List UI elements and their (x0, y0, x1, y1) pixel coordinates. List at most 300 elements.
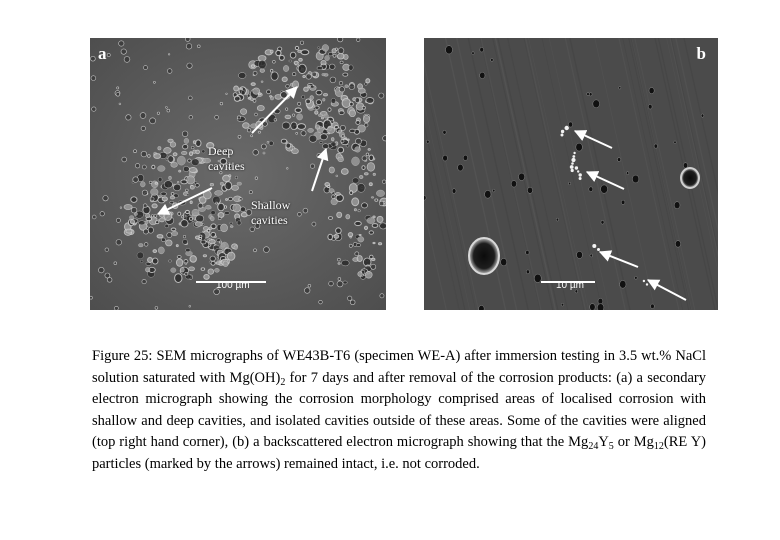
corrosion-speck (347, 139, 349, 140)
isolated-cavity (337, 281, 343, 287)
isolated-cavity (338, 258, 341, 261)
corrosion-speck (195, 222, 202, 227)
isolated-cavity (238, 135, 241, 138)
corrosion-speck (331, 138, 334, 141)
corrosion-speck (371, 197, 374, 199)
corrosion-speck (369, 231, 373, 234)
isolated-cavity (186, 189, 189, 192)
corrosion-speck (228, 197, 232, 200)
corrosion-speck (230, 226, 233, 228)
isolated-cavity (237, 116, 240, 119)
corrosion-speck (126, 229, 132, 233)
corrosion-speck (130, 220, 134, 224)
small-pit (649, 88, 654, 94)
isolated-cavity (100, 212, 104, 216)
corrosion-speck (129, 216, 134, 220)
corrosion-speck (362, 106, 365, 109)
corrosion-speck (370, 255, 374, 258)
corrosion-speck (376, 190, 384, 197)
corrosion-speck (257, 105, 264, 110)
small-pit (626, 172, 628, 175)
caption-text-5: (RE Y) particles (marked by the arrows) remained intact, i.e. not corroded. (92, 434, 706, 472)
corrosion-speck (271, 69, 273, 72)
corrosion-speck (352, 178, 359, 183)
small-pit (458, 164, 464, 171)
isolated-cavity (312, 222, 316, 226)
corrosion-speck (214, 236, 217, 238)
corrosion-speck (161, 238, 165, 242)
corrosion-speck (183, 235, 185, 238)
bright-particle (571, 169, 574, 172)
corrosion-speck (183, 144, 188, 149)
corrosion-speck (355, 221, 362, 225)
isolated-cavity (188, 96, 192, 100)
isolated-cavity (338, 278, 341, 281)
corrosion-speck (310, 86, 314, 89)
corrosion-speck (183, 166, 189, 171)
corrosion-speck (238, 199, 240, 201)
corrosion-speck (156, 221, 159, 224)
caption-subscript-4: 12 (653, 441, 664, 452)
corrosion-speck (166, 240, 173, 246)
isolated-cavity (143, 204, 147, 208)
bright-particle (570, 165, 574, 169)
isolated-cavity (380, 294, 384, 298)
corrosion-speck (352, 198, 359, 206)
isolated-cavity (134, 150, 137, 153)
corrosion-speck (328, 234, 333, 239)
scale-bar-b-label: 10 µm (556, 280, 584, 291)
large-pit (469, 238, 499, 274)
small-pit (446, 46, 453, 54)
corrosion-speck (169, 176, 172, 180)
caption-subscript-1: 2 (280, 376, 286, 388)
medium-pit (681, 168, 699, 188)
isolated-cavity (379, 93, 384, 98)
corrosion-speck (339, 111, 344, 115)
corrosion-speck (338, 157, 344, 162)
isolated-cavity (298, 102, 301, 105)
corrosion-speck (328, 53, 333, 56)
small-pit (577, 251, 583, 258)
corrosion-speck (181, 220, 188, 227)
corrosion-speck (338, 263, 340, 265)
corrosion-speck (380, 223, 386, 229)
corrosion-speck (267, 90, 271, 94)
isolated-cavity (308, 284, 311, 287)
corrosion-speck (340, 61, 343, 64)
small-pit (511, 181, 516, 188)
corrosion-speck (189, 168, 197, 173)
corrosion-speck (192, 209, 199, 216)
isolated-cavity (254, 249, 257, 252)
small-pit (598, 298, 603, 304)
corrosion-speck (338, 147, 344, 153)
corrosion-speck (146, 214, 150, 218)
corrosion-speck (357, 256, 362, 262)
corrosion-speck (290, 52, 296, 58)
corrosion-speck (364, 173, 368, 175)
corrosion-speck (190, 201, 192, 204)
isolated-cavity (304, 288, 310, 294)
corrosion-speck (258, 131, 260, 133)
isolated-cavity (340, 125, 345, 130)
corrosion-speck (203, 255, 206, 257)
corrosion-speck (282, 77, 287, 82)
corrosion-speck (260, 69, 265, 73)
bright-particle (579, 177, 582, 180)
isolated-cavity (153, 81, 155, 83)
corrosion-speck (190, 256, 196, 263)
isolated-cavity (306, 74, 311, 79)
corrosion-speck (173, 184, 180, 191)
corrosion-speck (367, 163, 375, 172)
corrosion-speck (235, 176, 238, 179)
small-pit (568, 122, 572, 127)
isolated-cavity (92, 107, 96, 111)
small-pit (501, 258, 507, 265)
corrosion-speck (193, 141, 196, 144)
isolated-cavity (105, 273, 110, 278)
corrosion-speck (208, 269, 214, 274)
corrosion-speck (177, 156, 185, 165)
isolated-cavity (150, 197, 154, 201)
isolated-cavity (287, 168, 289, 170)
isolated-cavity (143, 229, 148, 234)
corrosion-speck (315, 125, 320, 129)
isolated-cavity (286, 85, 290, 89)
shallow-cavities-label: Shallow cavities (251, 198, 291, 227)
corrosion-speck (124, 205, 132, 210)
corrosion-speck (184, 138, 189, 143)
corrosion-speck (354, 209, 356, 211)
corrosion-speck (164, 148, 172, 154)
corrosion-speck (328, 217, 332, 220)
isolated-cavity (255, 177, 258, 180)
isolated-cavity (349, 244, 352, 247)
corrosion-speck (238, 73, 246, 79)
corrosion-speck (343, 73, 348, 76)
isolated-cavity (189, 305, 191, 307)
corrosion-speck (322, 73, 326, 76)
corrosion-speck (335, 193, 340, 196)
small-pit (654, 144, 657, 148)
corrosion-speck (299, 58, 303, 61)
isolated-cavity (116, 218, 120, 222)
corrosion-speck (322, 45, 329, 52)
bright-particle (561, 130, 564, 133)
corrosion-speck (152, 204, 157, 208)
corrosion-speck (270, 96, 272, 98)
corrosion-speck (301, 50, 309, 55)
small-pit (485, 190, 491, 198)
small-pit (491, 58, 494, 61)
corrosion-speck (297, 114, 303, 120)
corrosion-speck (350, 129, 356, 133)
corrosion-speck (176, 259, 182, 266)
corrosion-speck (355, 98, 359, 103)
isolated-cavity (339, 81, 343, 85)
isolated-cavity (126, 115, 131, 120)
isolated-cavity (247, 129, 250, 132)
corrosion-speck (191, 146, 194, 148)
corrosion-speck (196, 215, 204, 222)
small-pit (701, 114, 704, 117)
corrosion-speck (337, 212, 342, 217)
bright-particle (571, 158, 575, 162)
corrosion-speck (329, 64, 335, 69)
micrograph-a-image (90, 38, 386, 310)
corrosion-speck (196, 140, 201, 147)
isolated-cavity (105, 248, 109, 252)
isolated-cavity (382, 180, 386, 184)
small-pit (426, 140, 429, 143)
small-pit (601, 220, 604, 224)
isolated-cavity (263, 152, 265, 154)
corrosion-speck (140, 182, 145, 187)
small-pit (651, 304, 655, 309)
corrosion-speck (178, 212, 181, 215)
corrosion-speck (366, 98, 374, 104)
caption-text-1: Figure 25: SEM micrographs of WE43B-T6 (specimen WE-A) after immersion testing in 3.5 wt.% NaCl solution saturated with Mg(OH) (92, 348, 706, 386)
corrosion-speck (170, 196, 175, 199)
corrosion-speck (233, 204, 241, 212)
corrosion-speck (241, 90, 245, 95)
isolated-cavity (99, 267, 105, 273)
corrosion-speck (165, 224, 169, 227)
isolated-cavity (119, 103, 121, 105)
corrosion-speck (341, 260, 349, 266)
isolated-cavity (350, 300, 355, 305)
corrosion-speck (336, 228, 342, 234)
isolated-cavity (356, 38, 360, 42)
micrograph-a-background (90, 38, 386, 310)
isolated-cavity (303, 208, 308, 213)
corrosion-speck (209, 227, 212, 230)
small-pit (619, 87, 621, 90)
corrosion-speck (362, 166, 365, 170)
corrosion-speck (186, 248, 190, 251)
corrosion-speck (345, 85, 349, 88)
corrosion-speck (279, 55, 284, 60)
corrosion-speck (251, 65, 254, 68)
corrosion-speck (149, 181, 152, 183)
isolated-cavity (253, 99, 256, 102)
corrosion-speck (148, 155, 151, 158)
corrosion-speck (157, 235, 163, 238)
isolated-cavity (300, 41, 303, 44)
isolated-cavity (155, 307, 158, 310)
corrosion-speck (211, 261, 215, 265)
isolated-cavity (166, 107, 168, 109)
corrosion-speck (282, 122, 290, 129)
isolated-cavity (124, 57, 130, 63)
corrosion-speck (309, 135, 317, 142)
isolated-cavity (144, 243, 148, 247)
bright-particle (561, 134, 564, 137)
isolated-cavity (185, 38, 190, 41)
isolated-cavity (249, 191, 252, 194)
small-pit (593, 100, 600, 108)
isolated-cavity (216, 202, 218, 204)
isolated-cavity (336, 175, 338, 177)
isolated-cavity (133, 177, 139, 183)
corrosion-speck (291, 122, 297, 130)
corrosion-speck (162, 197, 167, 201)
corrosion-speck (367, 218, 375, 224)
corrosion-speck (164, 211, 172, 220)
isolated-cavity (356, 138, 362, 144)
bright-particle (577, 170, 579, 172)
isolated-cavity (301, 131, 306, 136)
sem-micrograph-b (424, 38, 718, 310)
small-pit (534, 274, 541, 282)
corrosion-speck (369, 183, 372, 186)
isolated-cavity (167, 69, 172, 74)
corrosion-speck (319, 142, 322, 144)
corrosion-speck (148, 258, 153, 263)
isolated-cavity (141, 151, 147, 157)
corrosion-speck (209, 240, 216, 244)
corrosion-speck (321, 61, 326, 65)
corrosion-speck (261, 81, 263, 83)
isolated-cavity (135, 164, 139, 168)
small-pit (590, 254, 593, 257)
corrosion-speck (237, 182, 242, 185)
isolated-cavity (341, 140, 344, 143)
isolated-cavity (319, 300, 323, 304)
corrosion-speck (158, 247, 164, 254)
isolated-cavity (339, 87, 344, 92)
corrosion-speck (210, 256, 215, 261)
corrosion-speck (373, 216, 375, 218)
corrosion-speck (295, 108, 301, 113)
small-pit (632, 175, 639, 183)
corrosion-speck (258, 60, 266, 69)
corrosion-speck (171, 231, 177, 236)
small-pit (617, 158, 620, 162)
caption-subscript-3: 5 (608, 441, 614, 452)
corrosion-speck (304, 87, 309, 91)
corrosion-speck (255, 113, 258, 116)
isolated-cavity (189, 115, 193, 119)
isolated-cavity (251, 135, 253, 137)
corrosion-speck (368, 149, 370, 151)
corrosion-speck (331, 142, 336, 146)
corrosion-speck (170, 142, 176, 147)
corrosion-speck (343, 281, 347, 284)
isolated-cavity (119, 41, 124, 46)
small-pit (620, 280, 626, 288)
corrosion-speck (192, 159, 200, 166)
isolated-cavity (329, 281, 334, 286)
isolated-cavity (215, 115, 219, 119)
corrosion-speck (153, 250, 157, 253)
corrosion-speck (331, 98, 336, 103)
corrosion-speck (313, 107, 316, 109)
small-pit (479, 305, 485, 310)
corrosion-speck (210, 217, 214, 221)
corrosion-speck (218, 217, 221, 220)
isolated-cavity (330, 77, 336, 83)
isolated-cavity (332, 195, 336, 199)
isolated-cavity (317, 153, 321, 157)
isolated-cavity (364, 123, 368, 127)
corrosion-speck (202, 150, 205, 153)
isolated-cavity (264, 247, 270, 253)
isolated-cavity (338, 48, 344, 54)
isolated-cavity (186, 44, 192, 50)
corrosion-speck (168, 260, 171, 262)
small-pit (683, 163, 687, 168)
corrosion-speck (295, 46, 298, 49)
corrosion-speck (296, 133, 298, 135)
isolated-cavity (253, 150, 259, 156)
corrosion-speck (349, 65, 354, 70)
bright-particle (573, 152, 575, 154)
corrosion-speck (366, 153, 369, 156)
bright-particle (592, 244, 596, 248)
small-pit (675, 241, 680, 248)
corrosion-speck (215, 268, 220, 272)
small-pit (576, 143, 583, 151)
isolated-cavity (150, 118, 156, 124)
corrosion-speck (379, 243, 382, 245)
corrosion-speck (373, 173, 376, 175)
corrosion-speck (193, 150, 196, 153)
isolated-cavity (116, 92, 120, 96)
small-pit (589, 93, 592, 96)
corrosion-speck (183, 239, 188, 244)
corrosion-speck (323, 98, 326, 101)
corrosion-speck (334, 235, 339, 239)
isolated-cavity (91, 56, 96, 61)
bright-particle (571, 162, 574, 165)
corrosion-speck (346, 215, 350, 219)
corrosion-speck (224, 206, 226, 208)
corrosion-speck (248, 98, 250, 99)
corrosion-speck (352, 157, 360, 166)
corrosion-speck (173, 153, 177, 156)
corrosion-speck (226, 199, 228, 201)
corrosion-speck (285, 115, 291, 119)
small-pit (674, 141, 676, 144)
small-pit (443, 130, 446, 134)
corrosion-speck (317, 47, 320, 49)
bright-particle (597, 248, 600, 251)
corrosion-speck (289, 60, 292, 62)
bright-particle (579, 173, 582, 176)
corrosion-speck (232, 185, 239, 190)
corrosion-speck (332, 49, 336, 53)
corrosion-speck (151, 189, 159, 196)
corrosion-speck (310, 96, 314, 100)
isolated-cavity (274, 119, 277, 122)
small-pit (674, 202, 680, 209)
corrosion-speck (216, 262, 220, 265)
corrosion-speck (358, 237, 364, 243)
corrosion-speck (316, 90, 322, 95)
small-pit (424, 196, 426, 201)
corrosion-speck (176, 245, 178, 247)
corrosion-speck (181, 151, 187, 154)
corrosion-speck (329, 167, 334, 173)
corrosion-speck (185, 210, 189, 213)
caption-text-4: or Mg (613, 434, 654, 450)
isolated-cavity (267, 141, 269, 143)
corrosion-speck (171, 162, 178, 167)
isolated-cavity (140, 113, 146, 119)
